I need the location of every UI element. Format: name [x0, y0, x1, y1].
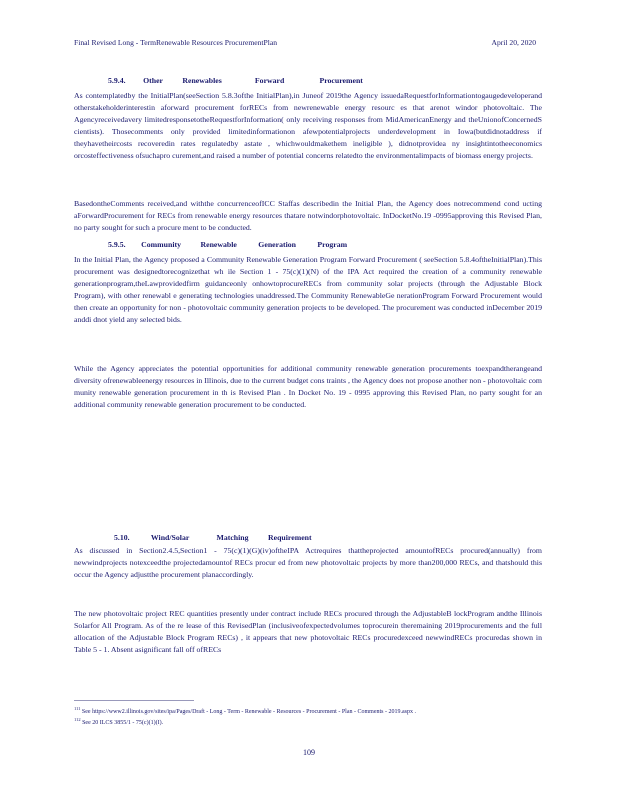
paragraph: In the Initial Plan, the Agency proposed a Community Renewable Generation Program Forward Procurement ( seeSection 5.8.4oftheInitialPlan).This procurement was designedtorecognizethat wh ile Section 1 - 75(c)(1)(N) of the IPA Act required the creation of a community renewable generationprogram,theLawprovidedfirm guidanceonly onhowtoprocureRECs from community solar projects (through the Adjustable Block Program), with other renewabl e generating technologies unaddressed.The Community RenewableGe nerationProgram Forward Procurement would then create an opportunity for non - photovoltaic community generation projects to be developed. The procurement was conducted inDecember 2019 anddi dnot yield any selected bids.: [74, 255, 542, 325]
section-heading-5-10: 5.10. Wind/Solar Matching Requirement: [114, 533, 312, 542]
footnote-separator: [74, 700, 194, 701]
paragraph: BasedontheComments received,and withthe concurrenceofICC Staffas describedin the Initial Plan, the Agency does notrecommend cond ucting aForwardProcurement for RECs from renewable energy resources thatare notwindorphotovoltaic. InDocketNo.19 -0995approving this Revised Plan, no party sought for such a procure ment to be conducted.: [74, 199, 542, 233]
footnote-text: See 20 ILCS 3855/1 - 75(c)(1)(I).: [82, 720, 164, 726]
footnote: [74, 715, 542, 728]
header-title: Final Revised Long - TermRenewable Resources ProcurementPlan: [74, 38, 278, 47]
footnote-mark: 112: [74, 717, 81, 722]
paragraph: As contemplatedby the InitialPlan(seeSection 5.8.3ofthe InitialPlan),in Juneof 2019the Agency issuedaRequestforInformationtogaugedeveloperand otherstakeholderinterestin aforward procurement forRECs from newrenewable energy resourc es that arenot windor photovoltaic. The Agencyreceivedavery limitedresponsetotheRequestforInformation( only receiving responses from MidAmericanEnergy and theUnionofConcernedS cientists). Thosecomments only provided limitedinformationon afewpotentialprojects underdevelopment in Iowa(butdidnotaddress if theyhavetheircosts recoveredin rates regulatedby astate , whichwouldmakethem ineligible ), didnotprovidea ny insightintotheeconomics orcosteffectiveness ofsuchapro curement,and raised a number of potential concerns relatedto the environmentalimpacts of biomass energy projects.: [74, 91, 542, 161]
footnote-mark: 111: [74, 706, 81, 711]
page-number: 109: [303, 748, 315, 757]
footnote-text: See https://www2.illinois.gov/sites/ipa/Pages/Draft - Long - Term - Renewable - Resources - Procurement - Plan - Comments - 2019.aspx .: [81, 709, 416, 715]
header-date: April 20, 2020: [491, 38, 536, 47]
section-heading-5-9-5: 5.9.5. Community Renewable Generation Program: [108, 240, 348, 249]
paragraph: While the Agency appreciates the potential opportunities for additional community renewable generation procurements toexpandtherangeand diversity ofrenewableenergy resources in Illinois, due to the current budget cons traints , the Agency does not propose another non - photovoltaic com munity renewable generation procurement in th is Revised Plan . In Docket No. 19 - 0995 approving this Revised Plan, no party sought for an additional community renewable generation procurement to be conducted.: [74, 364, 542, 410]
section-heading-5-9-4: 5.9.4. Other Renewables Forward Procurement: [108, 76, 363, 85]
paragraph: As discussed in Section2.4.5,Section1 - 75(c)(1)(G)(iv)oftheIPA Actrequires thattheprojected amountofRECs procured(annually) from newwindprojects notexceedthe projectedamountof RECs procur ed from new photovoltaic projects by more than200,000 RECs, and thatshould this occur the Agency adjustthe procurement planaccordingly.: [74, 546, 542, 580]
paragraph: The new photovoltaic project REC quantities presently under contract include RECs procured through the AdjustableB lockProgram andthe Illinois Solarfor All Program. As of the re lease of this RevisedPlan (inclusiveofexpectedvolumes toprocurein theremaining 2019procurements and the full allocation of the Adjustable Block Program RECs) , it appears that new photovoltaic RECs procuredexceed newwindRECs procuredas shown in Table 5 - 1. Absent asignificant fall off ofRECs: [74, 609, 542, 655]
running-header: [74, 38, 536, 47]
